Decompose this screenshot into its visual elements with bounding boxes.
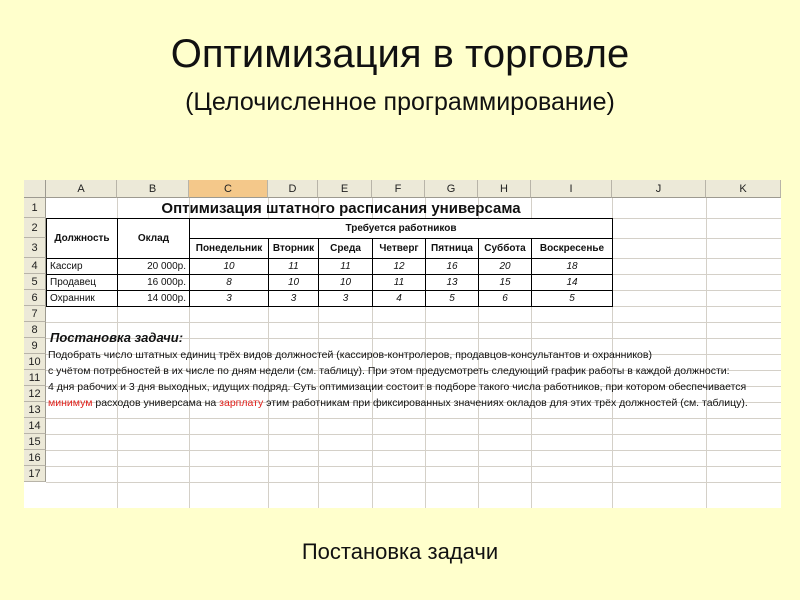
cell-required-count[interactable]: 10 — [268, 274, 319, 291]
cell-required-count[interactable]: 11 — [318, 258, 373, 275]
cell-required-count[interactable]: 11 — [372, 274, 426, 291]
select-all-corner[interactable] — [24, 180, 46, 198]
task-text-row11 — [48, 395, 748, 411]
cell-position[interactable]: Кассир — [46, 258, 118, 275]
slide-title: Оптимизация в торговле — [170, 32, 630, 76]
text-fragment: этим работникам при фиксированных значениях окладов для этих трёх должностей (см. таблицу). — [263, 397, 748, 409]
gridline-horizontal — [46, 418, 781, 419]
column-header-a[interactable]: A — [46, 180, 117, 198]
row-header-5[interactable]: 5 — [24, 274, 46, 290]
row-header-16[interactable]: 16 — [24, 450, 46, 466]
cell-required-count[interactable]: 12 — [372, 258, 426, 275]
header-salary[interactable]: Оклад — [117, 218, 190, 259]
row-header-15[interactable]: 15 — [24, 434, 46, 450]
task-text-row8: Подобрать число штатных единиц трёх видов должностей (кассиров-контролеров, продавцов-консультантов и охранников) — [48, 349, 652, 361]
column-header-h[interactable]: H — [478, 180, 531, 198]
header-day[interactable]: Суббота — [478, 238, 532, 259]
gridline-horizontal — [46, 482, 781, 483]
gridline-horizontal — [46, 434, 781, 435]
cell-position[interactable]: Охранник — [46, 290, 118, 307]
row-header-12[interactable]: 12 — [24, 386, 46, 402]
column-header-f[interactable]: F — [372, 180, 425, 198]
cell-salary[interactable]: 16 000р. — [117, 274, 190, 291]
cell-required-count[interactable]: 6 — [478, 290, 532, 307]
header-day[interactable]: Пятница — [425, 238, 479, 259]
column-header-d[interactable]: D — [268, 180, 318, 198]
cell-required-count[interactable]: 11 — [268, 258, 319, 275]
row-header-17[interactable]: 17 — [24, 466, 46, 482]
row-header-9[interactable]: 9 — [24, 338, 46, 354]
cell-required-count[interactable]: 3 — [189, 290, 269, 307]
column-header-g[interactable]: G — [425, 180, 478, 198]
row-header-14[interactable]: 14 — [24, 418, 46, 434]
cell-required-count[interactable]: 5 — [425, 290, 479, 307]
cell-salary[interactable]: 14 000р. — [117, 290, 190, 307]
row-header-11[interactable]: 11 — [24, 370, 46, 386]
slide-caption: Постановка задачи — [301, 539, 499, 564]
task-heading: Постановка задачи: — [50, 330, 184, 345]
cell-salary[interactable]: 20 000р. — [117, 258, 190, 275]
task-text-row9: с учётом потребностей в их числе по дням недели (см. таблицу). При этом предусмотреть следующий график работы в каждой должности: — [48, 365, 730, 377]
cell-required-count[interactable]: 13 — [425, 274, 479, 291]
row-header-10[interactable]: 10 — [24, 354, 46, 370]
header-day[interactable]: Понедельник — [189, 238, 269, 259]
column-header-c[interactable]: C — [189, 180, 268, 198]
row-header-1[interactable]: 1 — [24, 198, 46, 218]
spreadsheet-screenshot — [24, 180, 781, 508]
cell-required-count[interactable]: 3 — [318, 290, 373, 307]
gridline-horizontal — [46, 450, 781, 451]
row-header-13[interactable]: 13 — [24, 402, 46, 418]
gridline-vertical — [706, 198, 707, 508]
header-position[interactable]: Должность — [46, 218, 118, 259]
column-header-i[interactable]: I — [531, 180, 612, 198]
row-header-4[interactable]: 4 — [24, 258, 46, 274]
column-header-e[interactable]: E — [318, 180, 372, 198]
row-header-7[interactable]: 7 — [24, 306, 46, 322]
text-fragment: расходов универсама на — [92, 397, 220, 409]
cell-required-count[interactable]: 18 — [531, 258, 613, 275]
row-header-6[interactable]: 6 — [24, 290, 46, 306]
cell-required-count[interactable]: 10 — [318, 274, 373, 291]
cell-required-count[interactable]: 10 — [189, 258, 269, 275]
keyword-minimum: минимум — [48, 397, 93, 409]
header-day[interactable]: Среда — [318, 238, 373, 259]
cell-required-count[interactable]: 15 — [478, 274, 532, 291]
sheet-title: Оптимизация штатного расписания универсама — [161, 200, 521, 217]
keyword-salary: зарплату — [219, 397, 264, 409]
slide-subtitle: (Целочисленное программирование) — [185, 88, 615, 116]
cell-required-count[interactable]: 4 — [372, 290, 426, 307]
header-day[interactable]: Вторник — [268, 238, 319, 259]
header-day[interactable]: Воскресенье — [531, 238, 613, 259]
gridline-horizontal — [46, 466, 781, 467]
row-header-2[interactable]: 2 — [24, 218, 46, 238]
row-header-8[interactable]: 8 — [24, 322, 46, 338]
header-day[interactable]: Четверг — [372, 238, 426, 259]
cell-position[interactable]: Продавец — [46, 274, 118, 291]
row-header-3[interactable]: 3 — [24, 238, 46, 258]
cell-required-count[interactable]: 20 — [478, 258, 532, 275]
cell-required-count[interactable]: 14 — [531, 274, 613, 291]
column-header-b[interactable]: B — [117, 180, 189, 198]
task-text-row10: 4 дня рабочих и 3 дня выходных, идущих подряд. Суть оптимизации состоит в подборе такого числа работников, при котором обеспечивается — [48, 381, 747, 393]
gridline-horizontal — [46, 322, 781, 323]
header-required-workers[interactable]: Требуется работников — [189, 218, 613, 239]
cell-required-count[interactable]: 3 — [268, 290, 319, 307]
column-header-k[interactable]: K — [706, 180, 781, 198]
cell-required-count[interactable]: 16 — [425, 258, 479, 275]
cell-required-count[interactable]: 8 — [189, 274, 269, 291]
cell-required-count[interactable]: 5 — [531, 290, 613, 307]
column-header-j[interactable]: J — [612, 180, 706, 198]
